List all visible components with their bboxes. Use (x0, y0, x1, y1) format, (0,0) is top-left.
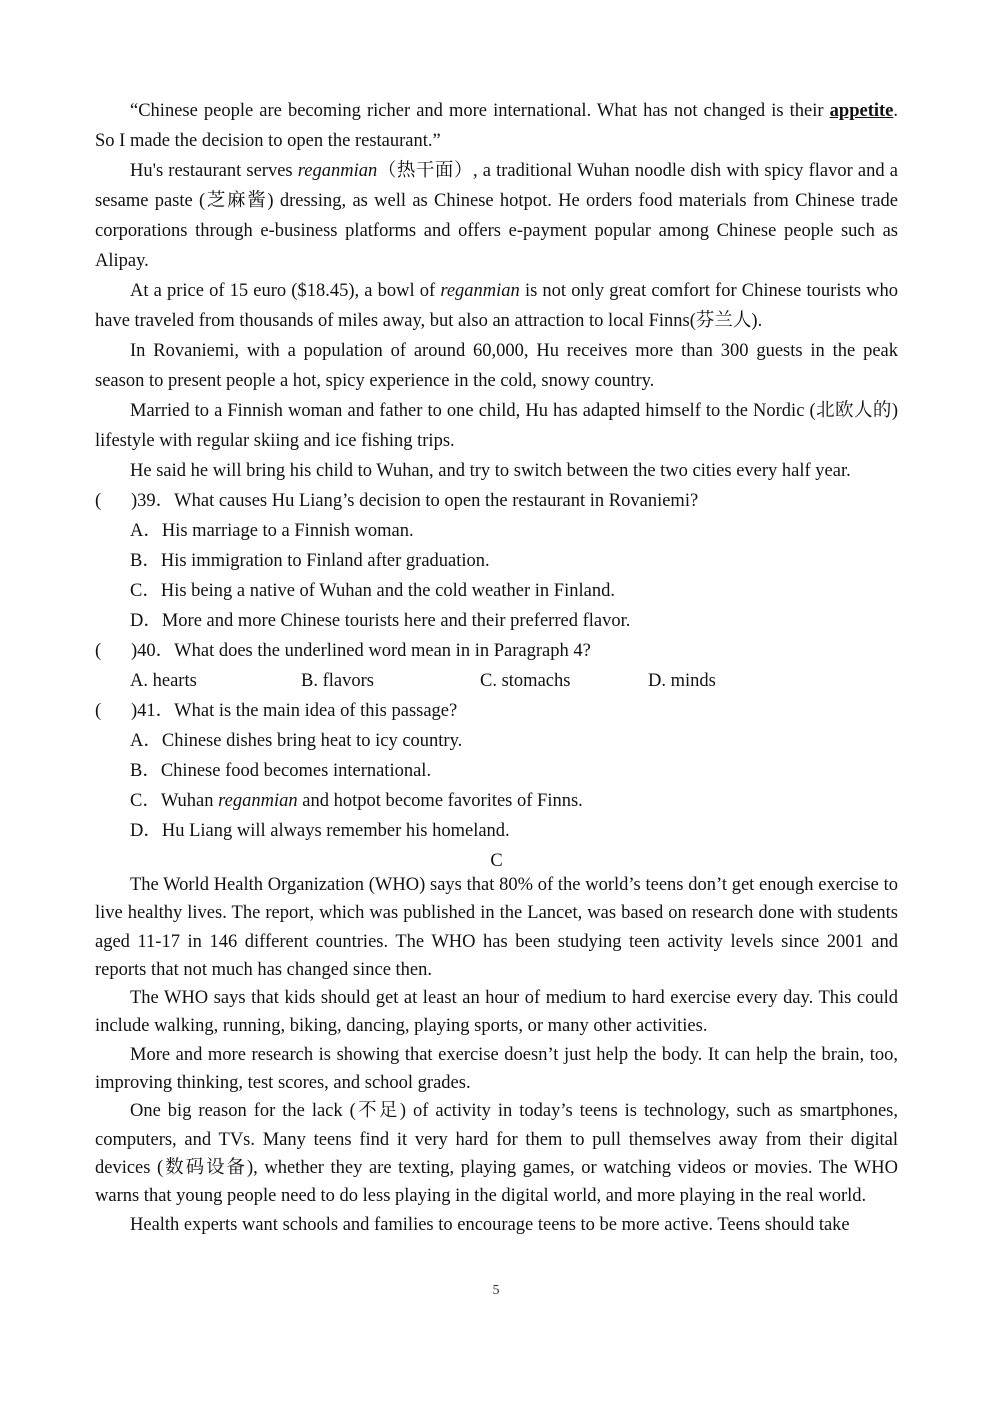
paragraph: “Chinese people are becoming richer and more international. What has not changed is their appetite. So I made the decision to open the restaurant.” (95, 101, 898, 151)
paragraph: Hu's restaurant serves reganmian（热干面）, a traditional Wuhan noodle dish with spicy flavor and a sesame paste (芝麻酱) dressing, as well as Chinese hotpot. He orders food materials from Chinese trade corporations through e-business platforms and offers e-payment popular among Chinese people such as Alipay. (95, 161, 898, 271)
question-40-option-b: B. flavors (301, 671, 374, 691)
question-41-stem: ( )41．What is the main idea of this passage? (95, 696, 898, 726)
question-40-stem: ( )40．What does the underlined word mean in in Paragraph 4? (95, 636, 898, 666)
answer-bracket[interactable]: ( (95, 641, 102, 661)
answer-bracket[interactable]: ( (95, 491, 102, 511)
paragraph: Health experts want schools and families to encourage teens to be more active. Teens should take (130, 1214, 850, 1235)
question-41-option-b: B．Chinese food becomes international. (130, 761, 432, 781)
question-40-options (95, 666, 898, 696)
paragraph: At a price of 15 euro ($18.45), a bowl of reganmian is not only great comfort for Chinese tourists who have traveled from thousands of miles away, but also an attraction to local Finns(芬兰人). (95, 281, 898, 331)
question-39-option-c: C．His being a native of Wuhan and the cold weather in Finland. (130, 581, 615, 601)
section-heading-c: C (490, 851, 503, 871)
paragraph: He said he will bring his child to Wuhan, and try to switch between the two cities every half year. (130, 461, 851, 481)
passage-b-continued (95, 96, 898, 876)
question-39-option-d: D．More and more Chinese tourists here and their preferred flavor. (130, 611, 631, 631)
answer-bracket[interactable]: ( (95, 701, 102, 721)
paragraph: Married to a Finnish woman and father to one child, Hu has adapted himself to the Nordic (北欧人的) lifestyle with regular skiing and ice fishing trips. (95, 401, 898, 451)
passage-c (95, 871, 898, 1239)
question-41-option-c: C．Wuhan reganmian and hotpot become favorites of Finns. (130, 791, 583, 811)
question-41-option-d: D．Hu Liang will always remember his homeland. (130, 821, 510, 841)
question-40-option-a: A. hearts (130, 671, 197, 691)
question-39-option-b: B．His immigration to Finland after graduation. (130, 551, 490, 571)
question-40-option-d: D. minds (648, 671, 716, 691)
paragraph: One big reason for the lack (不足) of activity in today’s teens is technology, such as smartphones, computers, and TVs. Many teens find it very hard for them to pull themselves away from their digital devices (数码设备), whether they are texting, playing games, or watching videos or movies. The WHO warns that young people need to do less playing in the digital world, and more playing in the real world. (95, 1101, 898, 1207)
question-40-option-c: C. stomachs (480, 671, 571, 691)
underlined-keyword: appetite (829, 101, 894, 121)
paragraph: In Rovaniemi, with a population of around 60,000, Hu receives more than 300 guests in the peak season to present people a hot, spicy experience in the cold, snowy country. (95, 341, 898, 391)
question-39-option-a: A．His marriage to a Finnish woman. (130, 521, 414, 541)
paragraph: The WHO says that kids should get at least an hour of medium to hard exercise every day. This could include walking, running, biking, dancing, playing sports, or many other activities. (95, 988, 898, 1037)
question-41-option-a: A．Chinese dishes bring heat to icy country. (130, 731, 463, 751)
paragraph: More and more research is showing that exercise doesn’t just help the body. It can help the brain, too, improving thinking, test scores, and school grades. (95, 1044, 898, 1094)
question-39-stem: ( )39．What causes Hu Liang’s decision to open the restaurant in Rovaniemi? (95, 486, 898, 516)
page-number: 5 (492, 1283, 500, 1298)
paragraph: The World Health Organization (WHO) says that 80% of the world’s teens don’t get enough exercise to live healthy lives. The report, which was published in the Lancet, was based on research done with students aged 11-17 in 146 different countries. The WHO has been studying teen activity levels since 2001 and reports that not much has changed since then. (95, 875, 898, 980)
